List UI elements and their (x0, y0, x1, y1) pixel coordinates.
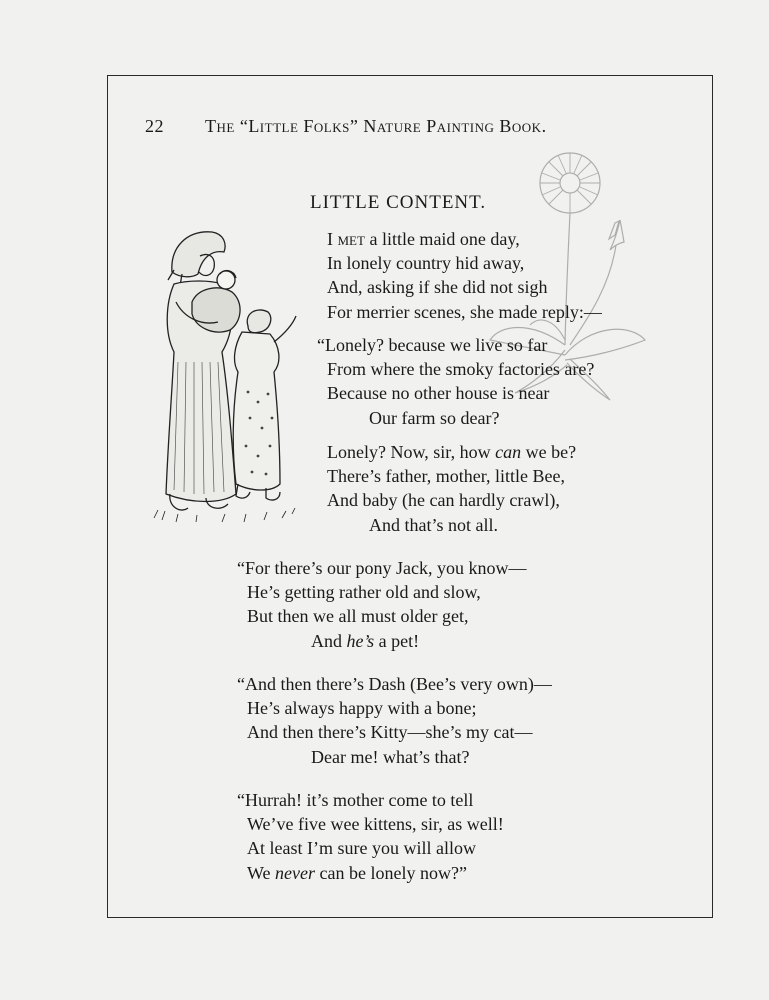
poem-line: And that’s not all. (369, 514, 498, 535)
poem-line: For merrier scenes, she made reply:— (327, 301, 602, 322)
emphasis-word: never (275, 862, 316, 883)
poem-line: We’ve five wee kittens, sir, as well! (247, 814, 504, 835)
poem-line-text: can be lonely now?” (315, 862, 467, 883)
poem-line: But then we all must older get, (247, 606, 469, 627)
poem-line: “Hurrah! it’s mother come to tell (237, 790, 474, 810)
poem-line: In lonely country hid away, (327, 253, 525, 274)
stanza-1 (327, 227, 602, 324)
poem-line: And, asking if she did not sigh (327, 277, 548, 298)
poem-line-text: Lonely? Now, sir, how (327, 442, 496, 462)
poem-line: There’s father, mother, little Bee, (327, 466, 565, 487)
poem-line-text: And (311, 630, 347, 651)
stanza-6 (237, 788, 504, 885)
stanza-4 (237, 556, 527, 653)
poem-line-text: we be? (521, 442, 577, 462)
poem-line: And then there’s Kitty—she’s my cat— (247, 722, 533, 743)
stanza-5 (237, 672, 552, 769)
poem-title: LITTLE CONTENT. (310, 192, 487, 213)
running-title: The “Little Folks” Nature Painting Book. (205, 116, 547, 136)
poem-line: He’s always happy with a bone; (247, 698, 477, 719)
poem-line: Dear me! what’s that? (311, 746, 470, 767)
poem-line: Our farm so dear? (369, 407, 500, 428)
poem-line (247, 861, 504, 885)
emphasis-word: can (495, 442, 522, 462)
poem-line (327, 440, 576, 464)
small-caps-word: met (337, 229, 365, 249)
stanza-2 (317, 333, 595, 430)
poem-line: “For there’s our pony Jack, you know— (237, 558, 527, 578)
page-number: 22 (145, 116, 164, 136)
poem-line: “Lonely? because we live so far (317, 335, 548, 355)
poem-line: Because no other house is near (327, 383, 550, 404)
poem-line-text: a little maid one day, (364, 229, 520, 249)
poem-line: And baby (he can hardly crawl), (327, 490, 560, 511)
poem-line-text: a pet! (374, 630, 420, 651)
poem-line (247, 629, 526, 653)
emphasis-word: he’s (346, 630, 375, 651)
poem-line: He’s getting rather old and slow, (247, 582, 481, 603)
poem-line (327, 227, 602, 251)
poem-line: From where the smoky factories are? (327, 359, 595, 380)
stanza-3 (327, 440, 576, 537)
poem-line-text: We (247, 862, 276, 883)
girl-with-baby-engraving (152, 222, 300, 532)
poem-line: At least I’m sure you will allow (247, 838, 476, 859)
poem-line: “And then there’s Dash (Bee’s very own)— (237, 674, 552, 694)
drop-word-initial: I (327, 229, 333, 249)
